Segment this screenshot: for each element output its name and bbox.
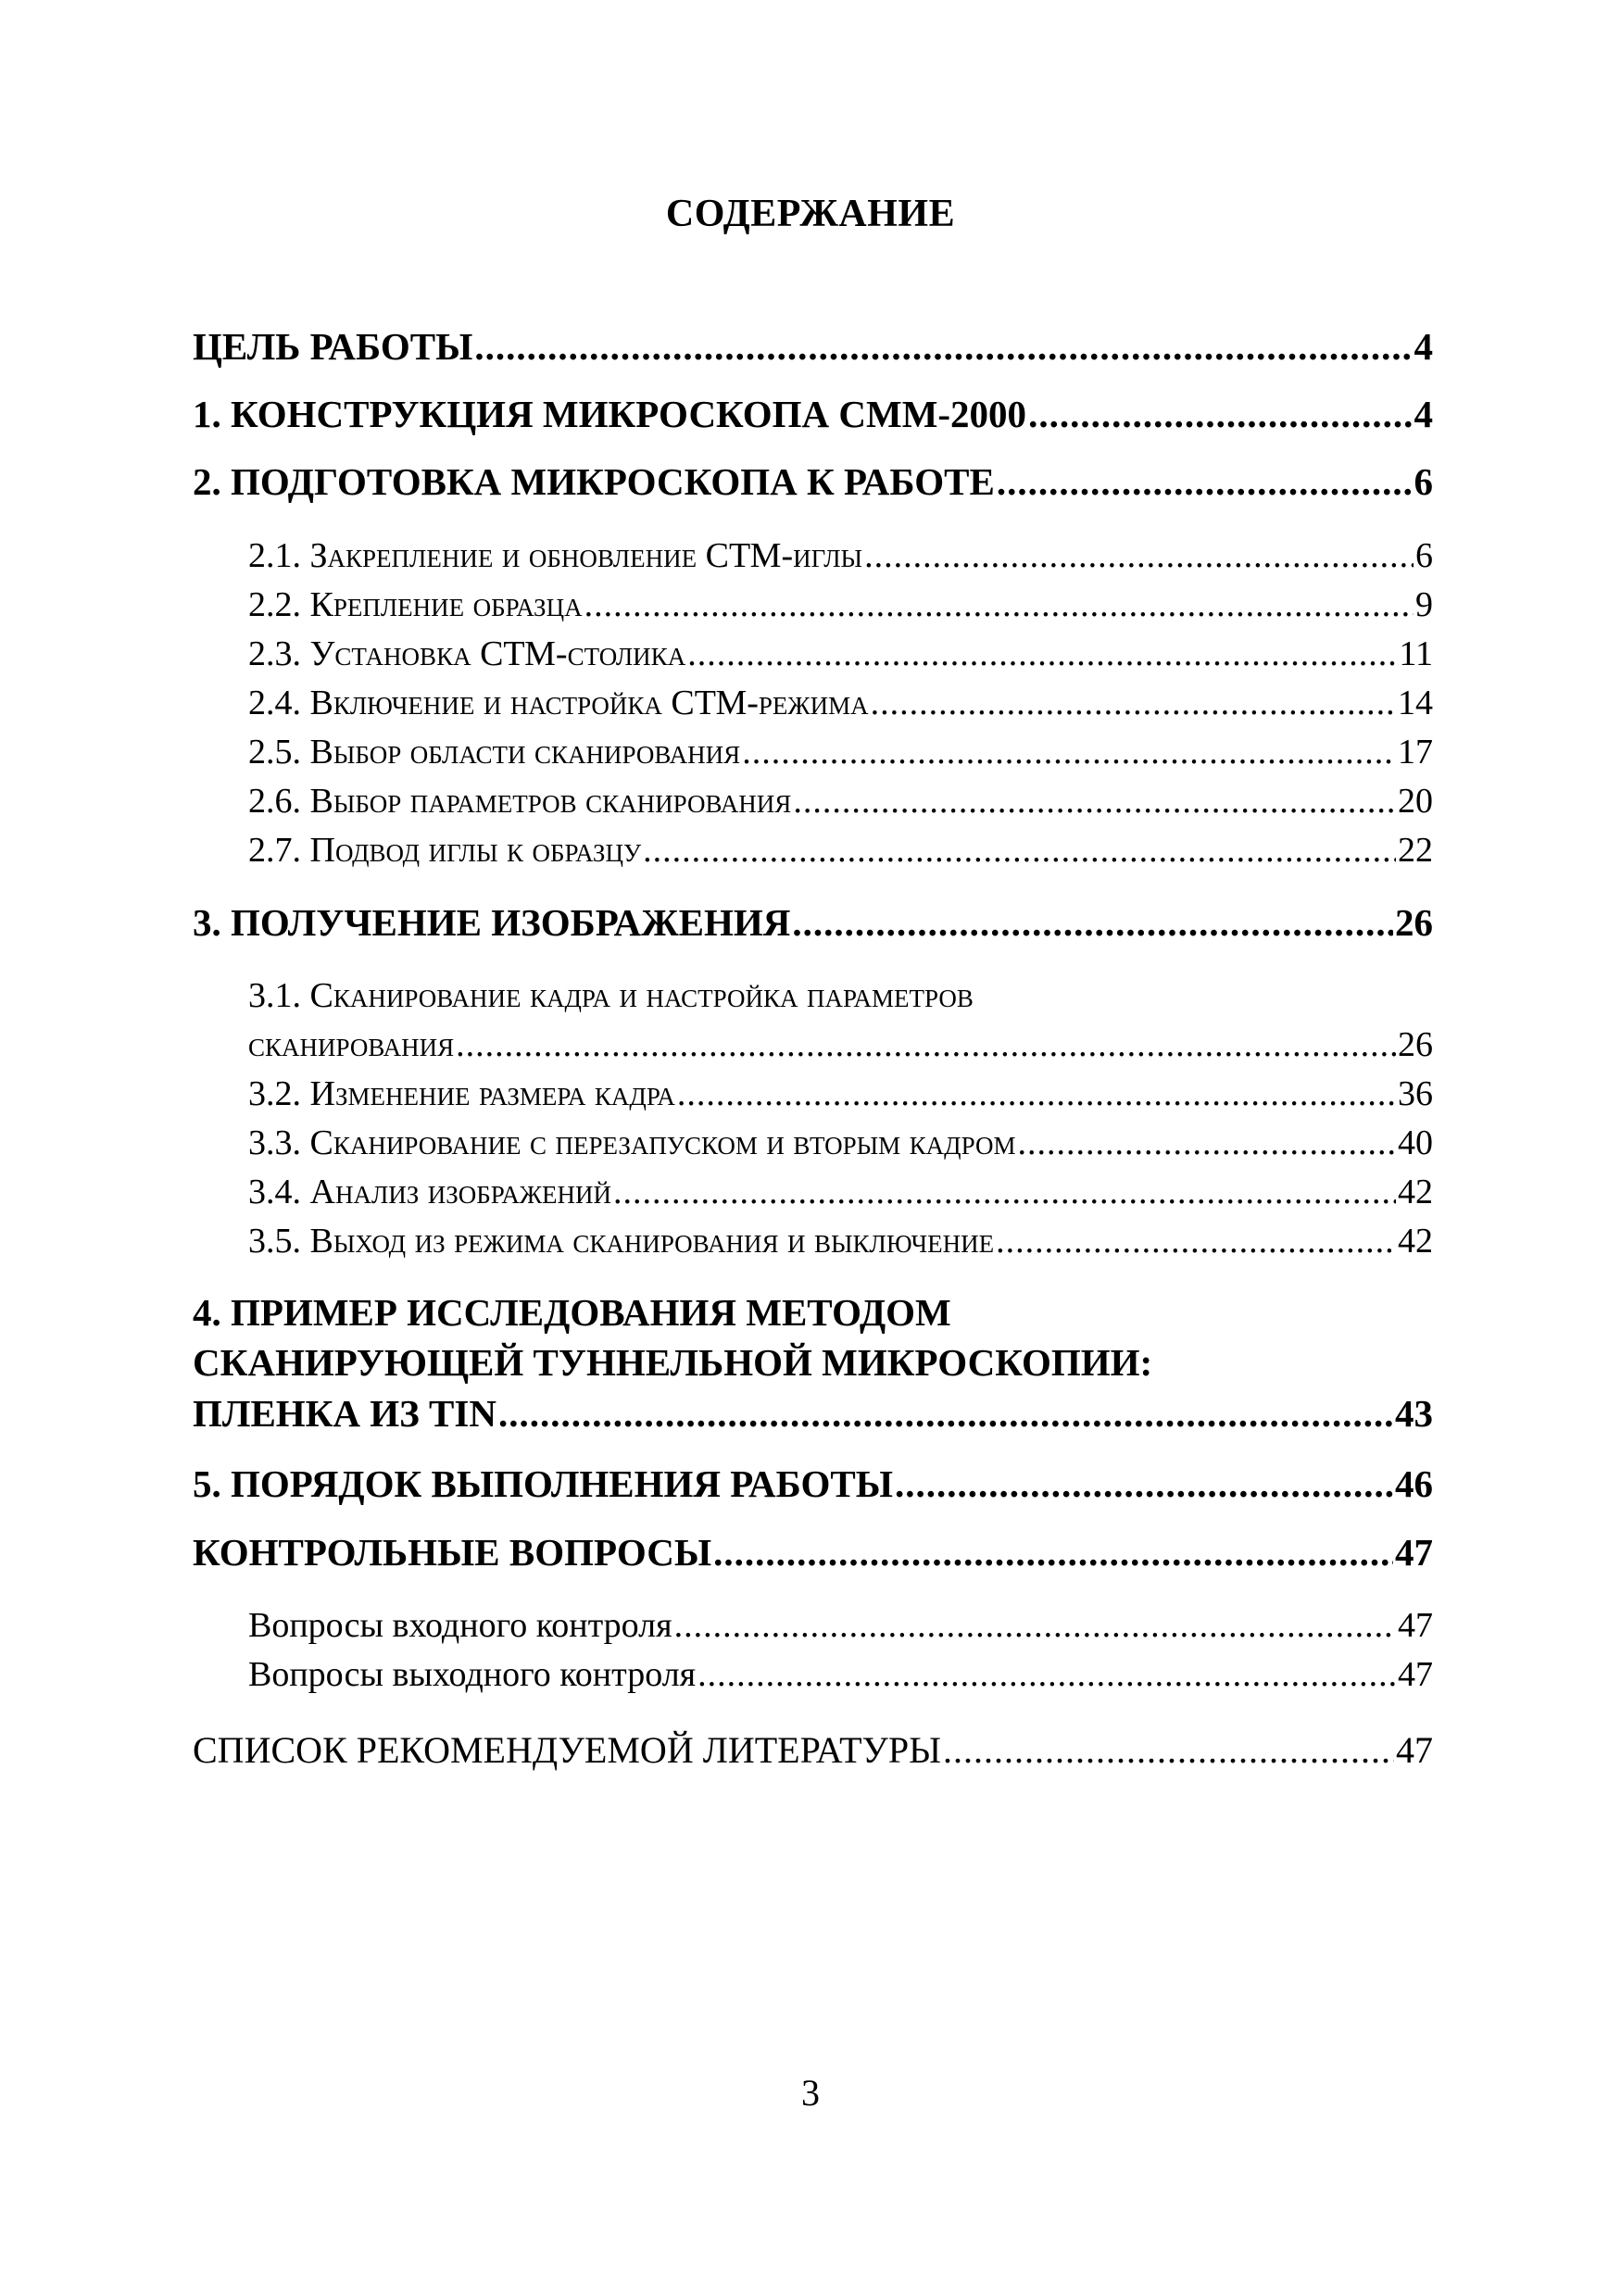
toc-label: 3.4. Анализ изображений [248, 1173, 612, 1211]
toc-label: Вопросы выходного контроля [248, 1655, 697, 1694]
toc-label: 3.5. Выход из режима сканирования и выключение [248, 1222, 995, 1261]
toc-entry-section-4[interactable] [193, 1391, 1433, 1436]
toc-label: 2.7. Подвод иглы к образцу [248, 831, 642, 870]
toc-leader-dots [643, 830, 1396, 871]
toc-entry-section-3[interactable] [193, 900, 1433, 945]
page-title: СОДЕРЖАНИЕ [665, 193, 956, 235]
toc-page: 47 [1398, 1606, 1433, 1645]
toc-leader-dots [713, 1530, 1393, 1575]
toc-entry-section-4-line2 [193, 1340, 1433, 1385]
toc-label: 2.5. Выбор области сканирования [248, 733, 741, 772]
toc-entry-output-control[interactable] [248, 1654, 1433, 1695]
toc-entry-section-1[interactable] [193, 392, 1433, 436]
toc-page: 11 [1399, 634, 1433, 673]
toc-label: 3. ПОЛУЧЕНИЕ ИЗОБРАЖЕНИЯ [193, 901, 791, 944]
toc-entry-section-2-2[interactable] [248, 584, 1433, 625]
toc-entry-section-3-2[interactable] [248, 1073, 1433, 1114]
toc-label: 4. ПРИМЕР ИССЛЕДОВАНИЯ МЕТОДОМ [193, 1291, 951, 1334]
toc-page: 4 [1414, 325, 1433, 368]
toc-leader-dots [1017, 1123, 1396, 1163]
toc-leader-dots [997, 459, 1413, 504]
toc-entry-section-5[interactable] [193, 1462, 1433, 1506]
toc-label: 2.2. Крепление образца [248, 585, 583, 624]
toc-label: 2.1. Закрепление и обновление СТМ-иглы [248, 536, 863, 575]
toc-page: 22 [1398, 831, 1433, 870]
toc-entry-section-3-1[interactable] [248, 1024, 1433, 1065]
toc-entry-section-4-line1 [193, 1290, 1433, 1335]
toc-entry-section-3-5[interactable] [248, 1221, 1433, 1261]
toc-label: КОНТРОЛЬНЫЕ ВОПРОСЫ [193, 1531, 712, 1574]
toc-leader-dots [613, 1172, 1396, 1212]
toc-leader-dots [498, 1391, 1393, 1436]
toc-leader-dots [474, 324, 1412, 369]
toc-leader-dots [864, 535, 1414, 576]
toc-entry-section-2[interactable] [193, 459, 1433, 504]
toc-label: СКАНИРУЮЩЕЙ ТУННЕЛЬНОЙ МИКРОСКОПИИ: [193, 1341, 1153, 1384]
toc-leader-dots [1028, 392, 1412, 436]
toc-label: 3.1. Сканирование кадра и настройка параметров [248, 976, 974, 1015]
toc-entry-section-2-3[interactable] [248, 634, 1433, 674]
toc-page: 36 [1398, 1074, 1433, 1113]
toc-page: 4 [1414, 393, 1433, 435]
toc-page: 6 [1415, 536, 1433, 575]
toc-label: 1. КОНСТРУКЦИЯ МИКРОСКОПА СММ-2000 [193, 393, 1027, 435]
toc-page: 46 [1395, 1462, 1433, 1505]
toc-page: 47 [1396, 1729, 1433, 1771]
toc-leader-dots [996, 1221, 1396, 1261]
toc-entry-section-2-1[interactable] [248, 535, 1433, 576]
toc-leader-dots [742, 732, 1396, 772]
toc-entry-section-2-7[interactable] [248, 830, 1433, 871]
toc-entry-section-3-1-line1 [248, 975, 1433, 1016]
toc-leader-dots [687, 634, 1397, 674]
toc-entry-section-3-3[interactable] [248, 1123, 1433, 1163]
toc-page: 17 [1398, 733, 1433, 772]
toc-leader-dots [792, 900, 1393, 945]
toc-label: СПИСОК РЕКОМЕНДУЕМОЙ ЛИТЕРАТУРЫ [193, 1729, 941, 1771]
page-number: 3 [801, 2072, 820, 2114]
toc-leader-dots [895, 1462, 1393, 1506]
toc-leader-dots [677, 1073, 1396, 1114]
toc-label: 2. ПОДГОТОВКА МИКРОСКОПА К РАБОТЕ [193, 460, 995, 503]
toc-label: 2.6. Выбор параметров сканирования [248, 782, 792, 821]
toc-label: Вопросы входного контроля [248, 1606, 672, 1645]
toc-entry-section-2-6[interactable] [248, 781, 1433, 822]
toc-page: 47 [1395, 1531, 1433, 1574]
toc-leader-dots [584, 584, 1414, 625]
toc-label: сканирования [248, 1025, 455, 1064]
toc-label: 2.3. Установка СТМ-столика [248, 634, 686, 673]
toc-entry-goal[interactable] [193, 324, 1433, 369]
toc-page: 26 [1398, 1025, 1433, 1064]
toc-page: 26 [1395, 901, 1433, 944]
toc-label: 3.2. Изменение размера кадра [248, 1074, 675, 1113]
toc-page: 20 [1398, 782, 1433, 821]
toc-entry-section-2-5[interactable] [248, 732, 1433, 772]
toc-leader-dots [943, 1728, 1394, 1772]
toc-page: 42 [1398, 1173, 1433, 1211]
toc-entry-control-questions[interactable] [193, 1530, 1433, 1575]
toc-leader-dots [793, 781, 1396, 822]
toc-page: 43 [1395, 1392, 1433, 1435]
toc-label: 3.3. Сканирование с перезапуском и вторым кадром [248, 1123, 1016, 1162]
toc-page: 9 [1415, 585, 1433, 624]
toc-entry-input-control[interactable] [248, 1605, 1433, 1646]
toc-page: 47 [1398, 1655, 1433, 1694]
toc-label: 2.4. Включение и настройка СТМ-режима [248, 684, 869, 722]
toc-page: 40 [1398, 1123, 1433, 1162]
toc-leader-dots [871, 683, 1396, 723]
toc-leader-dots [697, 1654, 1396, 1695]
toc-entry-section-3-4[interactable] [248, 1172, 1433, 1212]
toc-leader-dots [674, 1605, 1396, 1646]
toc-entry-literature[interactable] [193, 1728, 1433, 1772]
toc-entry-section-2-4[interactable] [248, 683, 1433, 723]
toc-page: 42 [1398, 1222, 1433, 1261]
toc-label: ЦЕЛЬ РАБОТЫ [193, 325, 473, 368]
toc-page: 6 [1414, 460, 1433, 503]
toc-page: 14 [1398, 684, 1433, 722]
toc-label: 5. ПОРЯДОК ВЫПОЛНЕНИЯ РАБОТЫ [193, 1462, 893, 1505]
toc-leader-dots [456, 1024, 1396, 1065]
toc-label: ПЛЕНКА ИЗ TIN [193, 1392, 496, 1435]
